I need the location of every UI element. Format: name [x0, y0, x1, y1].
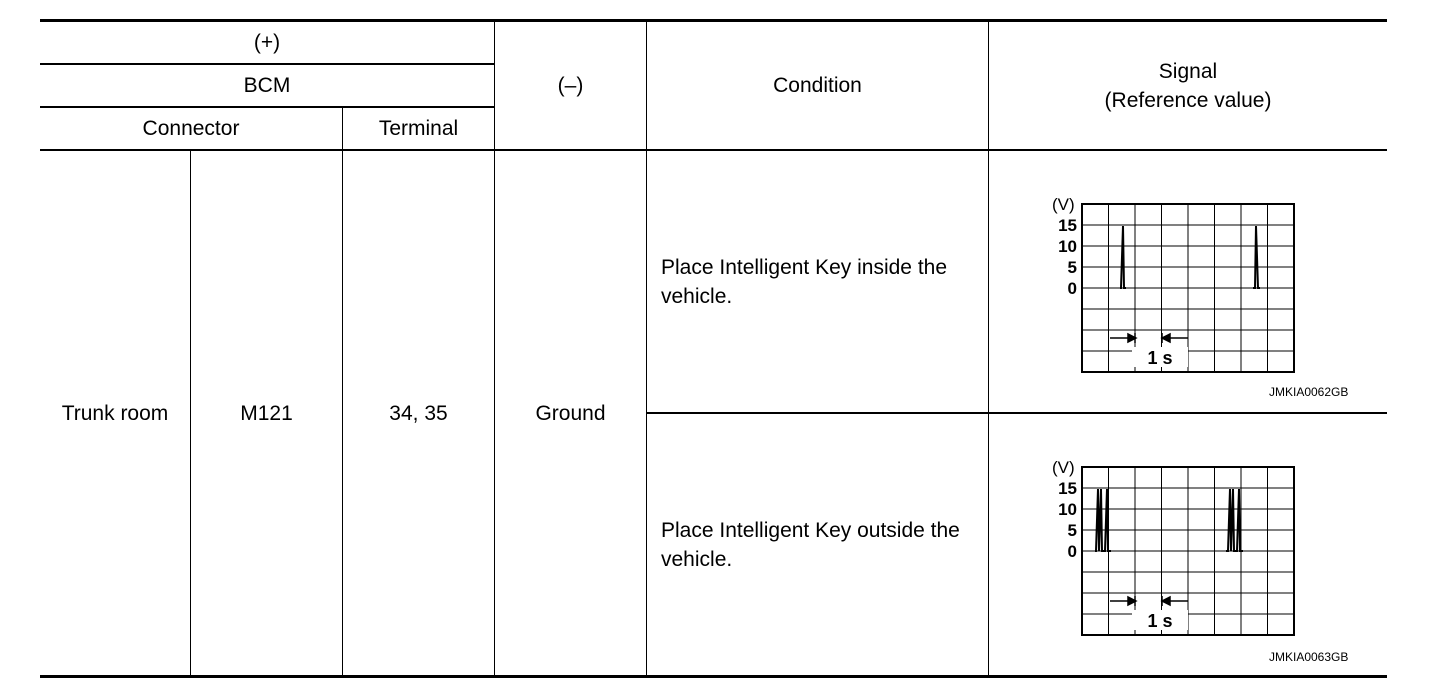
- header-signal-subtitle: (Reference value): [1104, 88, 1272, 112]
- table-bottom-rule: [40, 675, 1387, 678]
- y-tick-5: 5: [1067, 521, 1077, 540]
- signal-waveform-inside: [1040, 190, 1340, 395]
- time-label-inside: 1 s: [1147, 348, 1173, 368]
- time-label-outside: 1 s: [1147, 611, 1173, 631]
- header-terminal: Terminal: [378, 117, 459, 140]
- y-tick-0: 0: [1067, 542, 1077, 561]
- header-minus: (–): [557, 74, 584, 97]
- condition-inside: [661, 151, 983, 412]
- waveform-inside-pulses: [1120, 226, 1260, 288]
- header-plus: (+): [253, 31, 281, 54]
- condition-outside: [661, 414, 961, 675]
- header-signal-title: Signal: [1158, 59, 1218, 83]
- terminal-cell: 34, 35: [389, 401, 448, 425]
- unit-label-outside: (V): [1052, 458, 1075, 477]
- figure-code-inside: JMKIA0062GB: [1269, 385, 1349, 399]
- header-signal: [989, 22, 1387, 149]
- y-tick-5: 5: [1067, 258, 1077, 277]
- header-bcm: BCM: [243, 74, 291, 97]
- header-connector: Connector: [142, 117, 240, 140]
- waveform-inside-svg: [1040, 190, 1340, 390]
- header-condition: Condition: [773, 74, 862, 97]
- connector-name-cell: Trunk room: [61, 401, 169, 425]
- y-tick-0: 0: [1067, 279, 1077, 298]
- figure-code-outside: JMKIA0063GB: [1269, 650, 1349, 664]
- time-scale-arrows: [1110, 333, 1188, 343]
- y-tick-15: 15: [1058, 216, 1077, 235]
- waveform-outside-pulses: [1095, 489, 1243, 551]
- y-tick-10: 10: [1058, 237, 1077, 256]
- unit-label-inside: (V): [1052, 195, 1075, 214]
- condition-inside-text: Place Intelligent Key inside the vehicle.: [661, 255, 948, 308]
- y-tick-10: 10: [1058, 500, 1077, 519]
- minus-cell: Ground: [535, 401, 606, 425]
- time-scale-arrows-outside: [1110, 596, 1188, 606]
- waveform-outside-svg: [1040, 453, 1340, 653]
- signal-waveform-outside: [1040, 453, 1340, 658]
- connector-number-cell: M121: [240, 401, 293, 425]
- y-tick-15: 15: [1058, 479, 1077, 498]
- condition-outside-text: Place Intelligent Key outside the vehicle.: [661, 518, 960, 571]
